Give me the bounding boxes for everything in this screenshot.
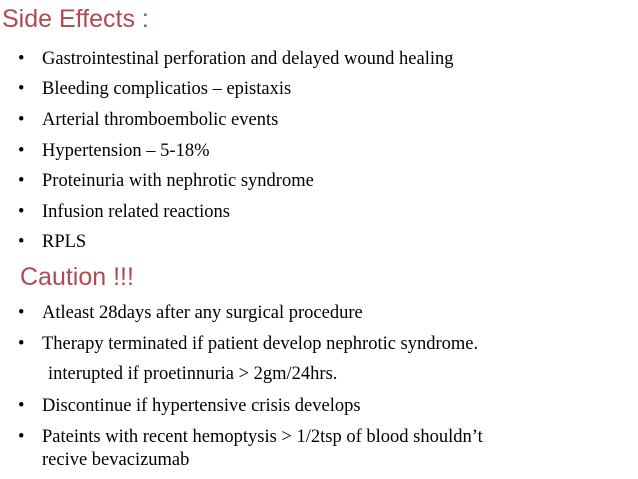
list-item: [18, 78, 291, 100]
list-item-text: Atleast 28days after any surgical procedure: [42, 303, 363, 323]
list-item: [18, 109, 278, 131]
list-item-text: Pateints with recent hemoptysis > 1/2tsp of blood shouldn’t: [42, 427, 483, 447]
bullet-icon: •: [18, 171, 25, 191]
bullet-icon: •: [18, 427, 25, 447]
list-item-text: Arterial thromboembolic events: [42, 110, 279, 130]
list-item: [18, 426, 483, 448]
list-item: [18, 302, 363, 324]
bullet-icon: •: [18, 79, 25, 99]
list-item-text: Proteinuria with nephrotic syndrome: [42, 171, 314, 191]
list-item-text: Hypertension – 5-18%: [42, 141, 210, 161]
list-item: [18, 170, 314, 192]
list-item: [18, 333, 478, 355]
list-item-continuation: recive bevacizumab: [42, 450, 190, 470]
caution-heading: Caution !!!: [20, 263, 134, 291]
list-item: [18, 140, 210, 162]
bullet-icon: •: [18, 303, 25, 323]
list-item: [18, 395, 361, 417]
list-item-text: Infusion related reactions: [42, 202, 231, 222]
list-item-text: Gastrointestinal perforation and delayed wound healing: [42, 49, 454, 69]
bullet-icon: •: [18, 49, 25, 69]
list-item: [18, 201, 230, 223]
bullet-icon: •: [18, 202, 25, 222]
bullet-icon: •: [18, 232, 25, 252]
list-item-subline: interupted if proetinnuria > 2gm/24hrs.: [48, 364, 338, 384]
bullet-icon: •: [18, 110, 25, 130]
list-item: [18, 231, 86, 253]
slide-title: Side Effects :: [2, 5, 149, 33]
list-item: [18, 48, 454, 70]
list-item-text: RPLS: [42, 232, 87, 252]
bullet-icon: •: [18, 334, 25, 354]
bullet-icon: •: [18, 141, 25, 161]
bullet-icon: •: [18, 396, 25, 416]
list-item-text: Therapy terminated if patient develop nephrotic syndrome.: [42, 334, 479, 354]
list-item-text: Bleeding complicatios – epistaxis: [42, 79, 292, 99]
list-item-text: Discontinue if hypertensive crisis develops: [42, 396, 361, 416]
